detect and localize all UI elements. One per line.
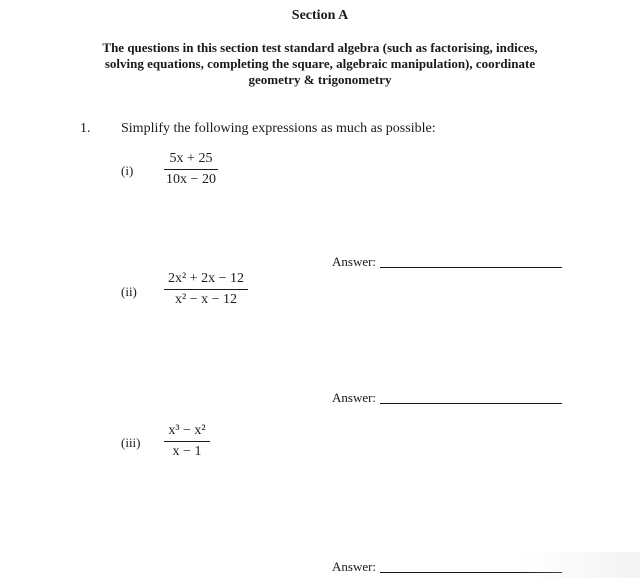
denominator: x − 1 [172, 444, 202, 459]
part-label-iii: (iii) [121, 435, 141, 450]
part-label-i: (i) [121, 163, 134, 178]
intro-line: geometry & trigonometry [248, 72, 392, 87]
answer-row-i [332, 254, 562, 270]
fraction-iii [164, 422, 210, 461]
watermark-fade [520, 552, 640, 578]
fraction-bar [164, 169, 218, 170]
answer-line[interactable] [380, 403, 562, 404]
answer-label: Answer: [332, 390, 377, 405]
numerator: 2x² + 2x − 12 [168, 271, 244, 286]
answer-label: Answer: [332, 559, 377, 574]
answer-line[interactable] [380, 267, 562, 268]
section-title: Section A [291, 8, 349, 23]
fraction-i [164, 150, 218, 189]
numerator: 5x + 25 [169, 151, 213, 166]
fraction-bar [164, 289, 248, 290]
answer-label: Answer: [332, 254, 377, 269]
question-prompt: Simplify the following expressions as much as possible: [121, 121, 436, 136]
section-intro [70, 40, 570, 88]
part-label-ii: (ii) [121, 284, 137, 299]
fraction-ii [164, 270, 248, 309]
fraction-bar [164, 441, 210, 442]
numerator: x³ − x² [168, 423, 206, 438]
denominator: x² − x − 12 [175, 292, 237, 307]
answer-row-ii [332, 390, 562, 406]
question-number: 1. [80, 121, 91, 136]
intro-line: solving equations, completing the square, algebraic manipulation), coordinate [104, 56, 536, 71]
denominator: 10x − 20 [166, 172, 216, 187]
intro-line: The questions in this section test standard algebra (such as factorising, indices, [102, 40, 538, 55]
